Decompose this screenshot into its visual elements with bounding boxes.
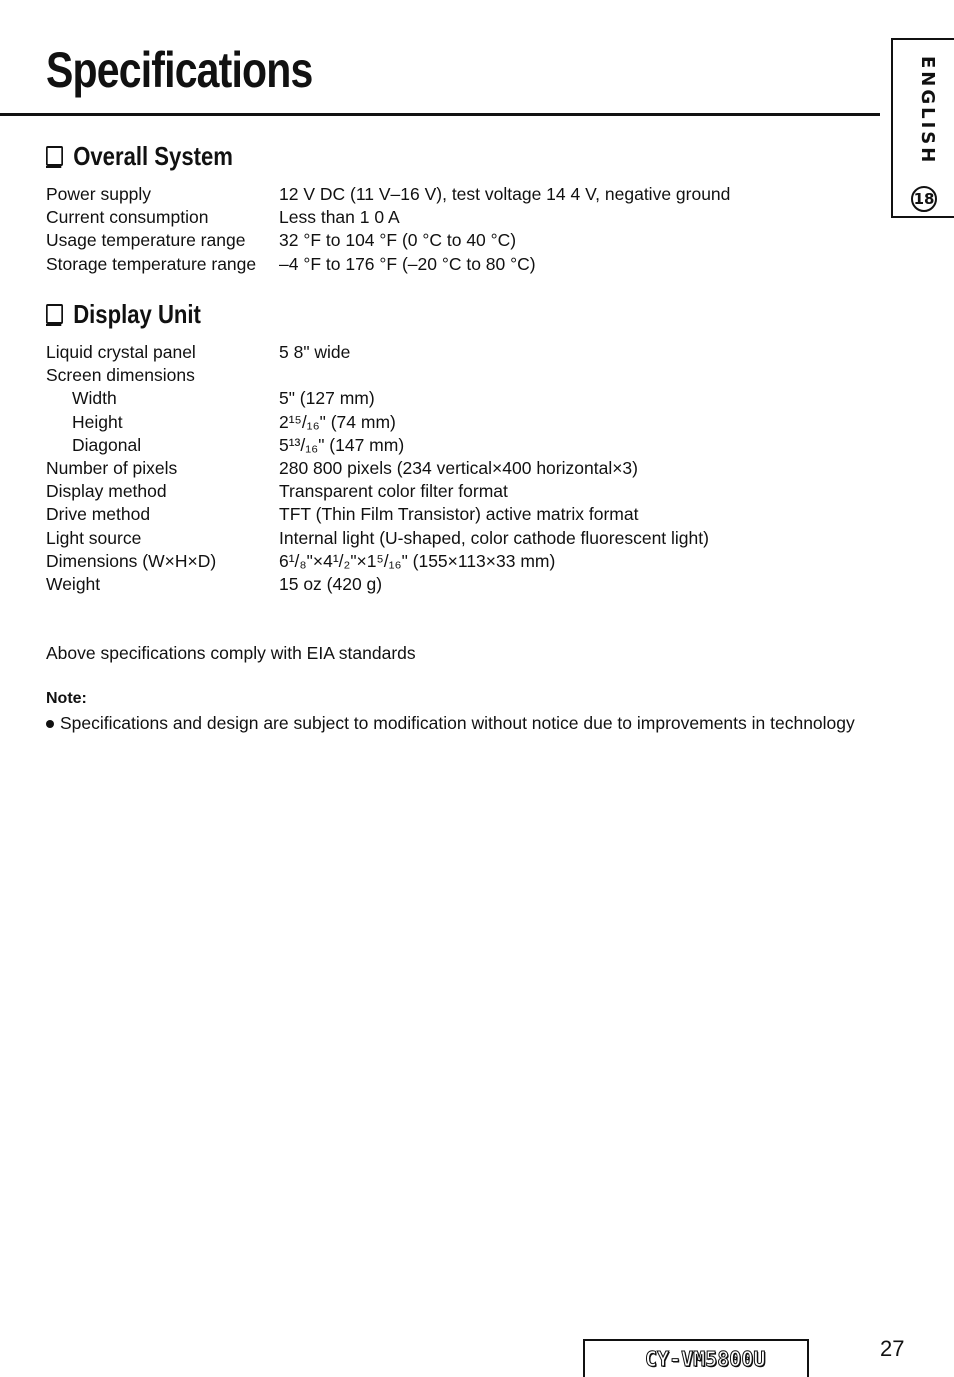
display-unit-heading-text: Display Unit [73, 299, 201, 329]
spec-label: Number of pixels [46, 458, 178, 479]
table-row [46, 527, 709, 550]
spec-label: Screen dimensions [46, 365, 195, 386]
table-row [46, 183, 730, 206]
spec-label: Power supply [46, 184, 152, 204]
table-row [46, 480, 709, 503]
spec-value: 2¹⁵/₁₆" (74 mm) [279, 411, 396, 432]
language-tab [891, 38, 954, 218]
title-divider [0, 113, 880, 116]
spec-label: Diagonal [72, 434, 142, 455]
spec-value: 280 800 pixels (234 vertical×400 horizontal×3) [279, 458, 638, 479]
spec-value: Internal light (U-shaped, color cathode fluorescent light) [279, 527, 709, 548]
compliance-statement: Above specifications comply with EIA standards [46, 643, 416, 663]
spec-value: 32 °F to 104 °F (0 °C to 40 °C) [279, 230, 517, 251]
table-row [46, 341, 709, 364]
display-unit-table [46, 341, 709, 596]
table-row [46, 387, 709, 410]
table-row [46, 573, 709, 596]
bullet-icon [46, 720, 54, 728]
spec-label: Height [72, 411, 123, 432]
overall-system-heading-text: Overall System [73, 141, 233, 171]
spec-label: Current consumption [46, 207, 209, 228]
overall-system-heading [46, 141, 233, 171]
spec-value: Less than 1 0 A [279, 207, 400, 228]
table-row [46, 364, 709, 387]
spec-label: Width [72, 388, 117, 409]
table-row [46, 253, 730, 276]
spec-label: Dimensions (W×H×D) [46, 550, 217, 571]
spec-value: 6¹/₈"×4¹/₂"×1⁵/₁₆" (155×113×33 mm) [279, 550, 556, 571]
spec-label: Storage temperature range [46, 253, 257, 274]
section-number-badge: 18 [911, 186, 937, 212]
spec-label: Weight [46, 574, 101, 595]
note-title: Note: [46, 690, 87, 707]
footer-model-name: CY-VM5800U [645, 1347, 766, 1371]
spec-label: Display method [46, 481, 167, 502]
note-bullet [46, 712, 855, 735]
spec-value: 5 8" wide [279, 342, 351, 362]
spec-value: TFT (Thin Film Transistor) active matrix format [279, 504, 639, 525]
table-row [46, 503, 709, 526]
table-row [46, 550, 709, 573]
spec-value: 15 oz (420 g) [279, 574, 383, 595]
spec-label: Drive method [46, 504, 151, 525]
page-title: Specifications [46, 42, 313, 98]
language-label: ENGLISH [917, 56, 938, 166]
spec-value: Transparent color filter format [279, 481, 508, 502]
page-number: 27 [880, 1336, 905, 1361]
section-box-icon [46, 304, 63, 324]
spec-label: Usage temperature range [46, 230, 246, 251]
spec-label: Liquid crystal panel [46, 342, 196, 362]
footer-model-box [583, 1339, 809, 1377]
section-box-icon [46, 146, 63, 166]
spec-value: 5" (127 mm) [279, 388, 375, 409]
display-unit-heading [46, 299, 201, 329]
table-row [46, 434, 709, 457]
spec-label: Light source [46, 527, 142, 548]
spec-value: 5¹³/₁₆" (147 mm) [279, 434, 405, 455]
overall-system-table [46, 183, 730, 276]
table-row [46, 411, 709, 434]
spec-value: –4 °F to 176 °F (–20 °C to 80 °C) [279, 253, 536, 274]
table-row [46, 457, 709, 480]
note-bullet-text: Specifications and design are subject to modification without notice due to improvements in technology [60, 713, 855, 733]
table-row [46, 229, 730, 252]
table-row [46, 206, 730, 229]
spec-value: 12 V DC (11 V–16 V), test voltage 14 4 V, negative ground [279, 184, 731, 204]
